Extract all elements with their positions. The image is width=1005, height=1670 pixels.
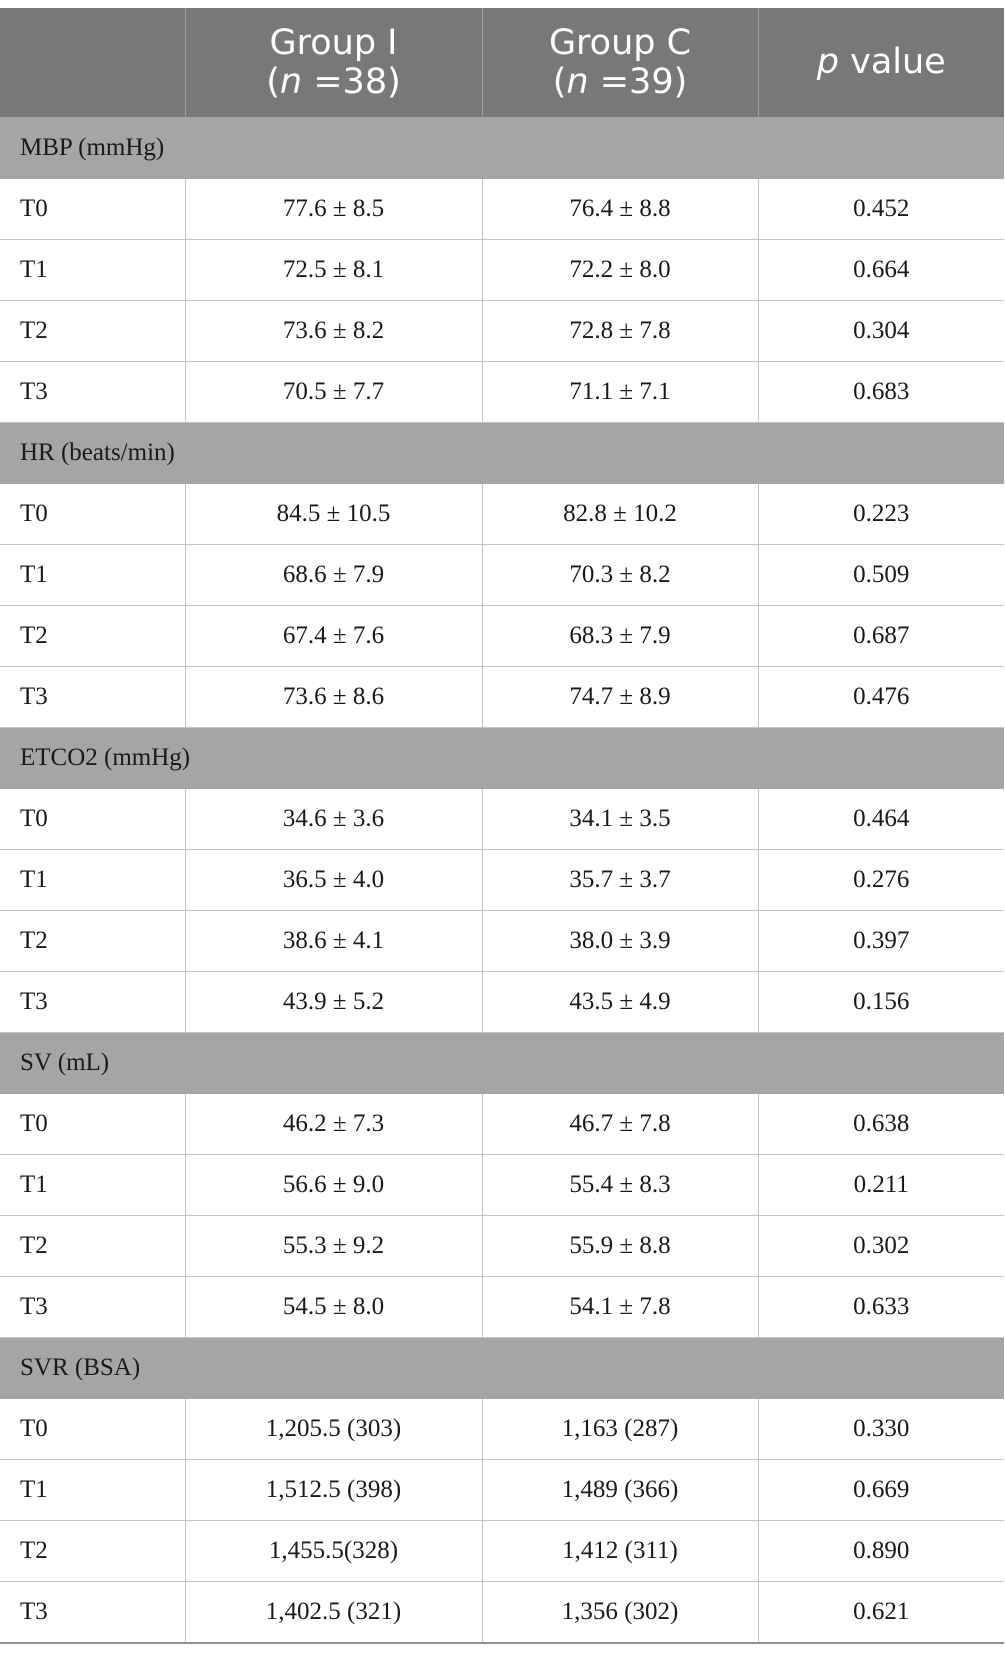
p-value-cell: 0.223 bbox=[758, 484, 1004, 545]
p-value-cell: 0.476 bbox=[758, 667, 1004, 728]
group-c-value-cell: 74.7 ± 8.9 bbox=[482, 667, 758, 728]
group-c-value-cell: 76.4 ± 8.8 bbox=[482, 179, 758, 240]
group-i-value-cell: 73.6 ± 8.2 bbox=[185, 301, 482, 362]
group-c-value-cell: 1,163 (287) bbox=[482, 1399, 758, 1460]
table-row bbox=[0, 789, 1004, 850]
table-row bbox=[0, 179, 1004, 240]
group-c-value-cell: 35.7 ± 3.7 bbox=[482, 850, 758, 911]
time-cell: T0 bbox=[0, 1399, 185, 1460]
p-value-cell: 0.687 bbox=[758, 606, 1004, 667]
time-cell: T1 bbox=[0, 1155, 185, 1216]
hemodynamics-table-container bbox=[0, 8, 1004, 1644]
p-rest: value bbox=[838, 42, 946, 82]
group-c-value-cell: 1,356 (302) bbox=[482, 1582, 758, 1644]
p-value-cell: 0.304 bbox=[758, 301, 1004, 362]
p-value-cell: 0.669 bbox=[758, 1460, 1004, 1521]
group-c-value-cell: 55.4 ± 8.3 bbox=[482, 1155, 758, 1216]
group-i-value-cell: 36.5 ± 4.0 bbox=[185, 850, 482, 911]
group-i-value-cell: 1,455.5(328) bbox=[185, 1521, 482, 1582]
header-group-i bbox=[185, 8, 482, 118]
group-i-name: Group I bbox=[269, 22, 398, 63]
p-value-cell: 0.156 bbox=[758, 972, 1004, 1033]
group-i-value-cell: 67.4 ± 7.6 bbox=[185, 606, 482, 667]
header-empty-cell bbox=[0, 8, 185, 118]
group-c-value-cell: 1,412 (311) bbox=[482, 1521, 758, 1582]
table-row bbox=[0, 606, 1004, 667]
table-row bbox=[0, 667, 1004, 728]
group-i-value-cell: 70.5 ± 7.7 bbox=[185, 362, 482, 423]
time-cell: T3 bbox=[0, 972, 185, 1033]
time-cell: T2 bbox=[0, 606, 185, 667]
p-value-cell: 0.621 bbox=[758, 1582, 1004, 1644]
section-title: HR (beats/min) bbox=[0, 423, 1004, 484]
section-row bbox=[0, 728, 1004, 789]
table-row bbox=[0, 362, 1004, 423]
time-cell: T0 bbox=[0, 1094, 185, 1155]
group-c-value-cell: 55.9 ± 8.8 bbox=[482, 1216, 758, 1277]
p-value-cell: 0.276 bbox=[758, 850, 1004, 911]
p-value-cell: 0.683 bbox=[758, 362, 1004, 423]
group-c-n-value: =39) bbox=[588, 61, 688, 102]
group-i-open-paren: ( bbox=[266, 61, 280, 102]
section-row bbox=[0, 423, 1004, 484]
time-cell: T0 bbox=[0, 179, 185, 240]
p-value-cell: 0.397 bbox=[758, 911, 1004, 972]
group-c-value-cell: 82.8 ± 10.2 bbox=[482, 484, 758, 545]
table-row bbox=[0, 1521, 1004, 1582]
group-i-value-cell: 56.6 ± 9.0 bbox=[185, 1155, 482, 1216]
table-row bbox=[0, 1216, 1004, 1277]
section-row bbox=[0, 1338, 1004, 1399]
group-c-value-cell: 38.0 ± 3.9 bbox=[482, 911, 758, 972]
time-cell: T1 bbox=[0, 240, 185, 301]
group-c-value-cell: 72.8 ± 7.8 bbox=[482, 301, 758, 362]
table-row bbox=[0, 240, 1004, 301]
table-body bbox=[0, 118, 1004, 1644]
time-cell: T1 bbox=[0, 545, 185, 606]
group-i-value-cell: 46.2 ± 7.3 bbox=[185, 1094, 482, 1155]
group-c-n-var: n bbox=[566, 61, 589, 102]
time-cell: T2 bbox=[0, 1521, 185, 1582]
group-c-value-cell: 70.3 ± 8.2 bbox=[482, 545, 758, 606]
p-value-cell: 0.633 bbox=[758, 1277, 1004, 1338]
section-title: SVR (BSA) bbox=[0, 1338, 1004, 1399]
p-value-cell: 0.509 bbox=[758, 545, 1004, 606]
group-i-value-cell: 77.6 ± 8.5 bbox=[185, 179, 482, 240]
p-value-cell: 0.302 bbox=[758, 1216, 1004, 1277]
time-cell: T3 bbox=[0, 1277, 185, 1338]
time-cell: T0 bbox=[0, 789, 185, 850]
group-i-value-cell: 34.6 ± 3.6 bbox=[185, 789, 482, 850]
time-cell: T2 bbox=[0, 911, 185, 972]
table-row bbox=[0, 301, 1004, 362]
header-row bbox=[0, 8, 1004, 118]
group-c-value-cell: 54.1 ± 7.8 bbox=[482, 1277, 758, 1338]
table-header bbox=[0, 8, 1004, 118]
table-row bbox=[0, 1399, 1004, 1460]
group-i-value-cell: 43.9 ± 5.2 bbox=[185, 972, 482, 1033]
group-c-value-cell: 34.1 ± 3.5 bbox=[482, 789, 758, 850]
table-row bbox=[0, 1460, 1004, 1521]
group-i-value-cell: 72.5 ± 8.1 bbox=[185, 240, 482, 301]
time-cell: T1 bbox=[0, 1460, 185, 1521]
p-value-cell: 0.890 bbox=[758, 1521, 1004, 1582]
p-value-cell: 0.638 bbox=[758, 1094, 1004, 1155]
group-c-name: Group C bbox=[548, 22, 692, 63]
p-value-cell: 0.464 bbox=[758, 789, 1004, 850]
group-c-value-cell: 68.3 ± 7.9 bbox=[482, 606, 758, 667]
table-row bbox=[0, 484, 1004, 545]
table-row bbox=[0, 1277, 1004, 1338]
group-c-value-cell: 46.7 ± 7.8 bbox=[482, 1094, 758, 1155]
group-i-value-cell: 1,402.5 (321) bbox=[185, 1582, 482, 1644]
group-i-value-cell: 84.5 ± 10.5 bbox=[185, 484, 482, 545]
section-title: MBP (mmHg) bbox=[0, 118, 1004, 179]
group-c-value-cell: 43.5 ± 4.9 bbox=[482, 972, 758, 1033]
group-i-value-cell: 38.6 ± 4.1 bbox=[185, 911, 482, 972]
p-value-cell: 0.664 bbox=[758, 240, 1004, 301]
time-cell: T2 bbox=[0, 301, 185, 362]
header-group-c bbox=[482, 8, 758, 118]
p-value-cell: 0.330 bbox=[758, 1399, 1004, 1460]
section-row bbox=[0, 1033, 1004, 1094]
group-c-open-paren: ( bbox=[552, 61, 567, 102]
group-i-n-value: =38) bbox=[302, 61, 401, 102]
group-c-value-cell: 1,489 (366) bbox=[482, 1460, 758, 1521]
group-i-value-cell: 68.6 ± 7.9 bbox=[185, 545, 482, 606]
group-i-value-cell: 73.6 ± 8.6 bbox=[185, 667, 482, 728]
time-cell: T3 bbox=[0, 667, 185, 728]
hemodynamics-table bbox=[0, 8, 1004, 1644]
group-i-n-var: n bbox=[279, 61, 303, 102]
p-value-cell: 0.452 bbox=[758, 179, 1004, 240]
p-var: p bbox=[816, 42, 839, 82]
table-row bbox=[0, 1155, 1004, 1216]
table-row bbox=[0, 1582, 1004, 1644]
group-i-value-cell: 1,512.5 (398) bbox=[185, 1460, 482, 1521]
table-row bbox=[0, 545, 1004, 606]
time-cell: T3 bbox=[0, 362, 185, 423]
time-cell: T1 bbox=[0, 850, 185, 911]
group-i-value-cell: 54.5 ± 8.0 bbox=[185, 1277, 482, 1338]
section-row bbox=[0, 118, 1004, 179]
header-p-value bbox=[758, 8, 1004, 118]
time-cell: T2 bbox=[0, 1216, 185, 1277]
table-row bbox=[0, 972, 1004, 1033]
group-c-value-cell: 72.2 ± 8.0 bbox=[482, 240, 758, 301]
group-i-value-cell: 55.3 ± 9.2 bbox=[185, 1216, 482, 1277]
table-row bbox=[0, 850, 1004, 911]
section-title: SV (mL) bbox=[0, 1033, 1004, 1094]
table-row bbox=[0, 911, 1004, 972]
table-row bbox=[0, 1094, 1004, 1155]
section-title: ETCO2 (mmHg) bbox=[0, 728, 1004, 789]
p-value-cell: 0.211 bbox=[758, 1155, 1004, 1216]
group-i-value-cell: 1,205.5 (303) bbox=[185, 1399, 482, 1460]
time-cell: T3 bbox=[0, 1582, 185, 1644]
time-cell: T0 bbox=[0, 484, 185, 545]
group-c-value-cell: 71.1 ± 7.1 bbox=[482, 362, 758, 423]
